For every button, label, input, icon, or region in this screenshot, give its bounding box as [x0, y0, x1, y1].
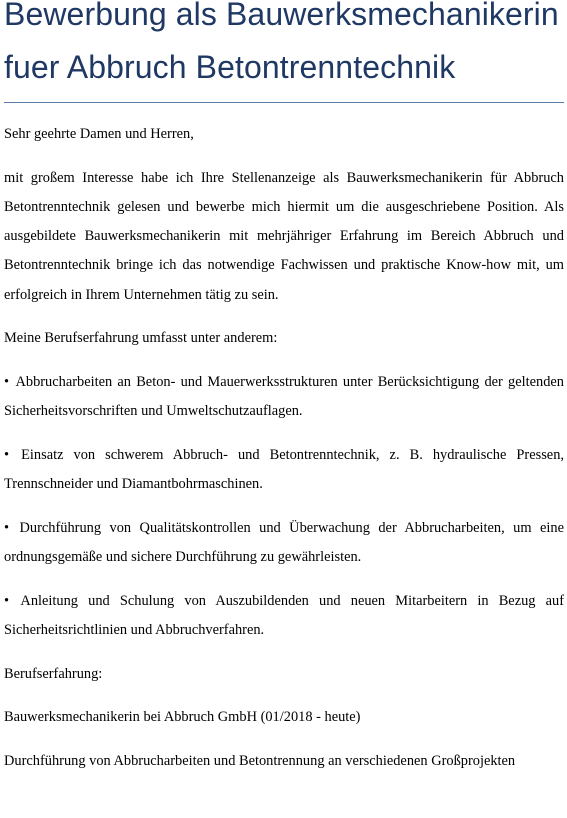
section-heading: Berufserfahrung:: [4, 665, 103, 682]
salutation: Sehr geehrte Damen und Herren,: [4, 126, 194, 142]
bullet-marker: •: [4, 373, 10, 390]
document-title: Bewerbung als Bauwerksmechanikerin fuer Abbruch Betontrenntechnik: [4, 0, 564, 103]
intro-paragraph: mit großem Interesse habe ich Ihre Stellenanzeige als Bauwerksmechanikerin für Abbruch Betontrenntechnik gelesen und bewerbe mich hiermit um die ausgeschriebene Position. Als ausgebildete Bauwerksmechanikerin mit mehrjähriger Erfahrung im Bereich Abbruch und Betontrenntechnik bringe ich das notwendige Fachwissen und praktische Know-how mit, um erfolgreich in Ihrem Unternehmen tätig zu sein.: [4, 169, 564, 303]
bullet-marker: •: [4, 592, 10, 609]
job-title: Bauwerksmechanikerin bei Abbruch GmbH (01/2018 - heute): [4, 709, 361, 726]
bullet-item: [4, 368, 564, 426]
letter-body: [4, 120, 564, 776]
bullet-text: Einsatz von schwerem Abbruch- und Betontrenntechnik, z. B. hydraulische Pressen, Trennschneider und Diamantbohrmaschinen.: [4, 446, 564, 493]
bullet-marker: •: [4, 519, 10, 536]
bullet-item: [4, 441, 564, 499]
bullet-text: Abbrucharbeiten an Beton- und Mauerwerksstrukturen unter Berücksichtigung der geltenden Sicherheitsvorschriften und Umweltschutzauflagen.: [4, 373, 564, 420]
experience-intro: Meine Berufserfahrung umfasst unter anderem:: [4, 330, 278, 347]
bullet-item: [4, 587, 564, 645]
bullet-marker: •: [4, 446, 10, 463]
bullet-item: [4, 514, 564, 572]
bullet-text: Durchführung von Qualitätskontrollen und Überwachung der Abbrucharbeiten, um eine ordnungsgemäße und sichere Durchführung zu gewährleisten.: [4, 519, 564, 565]
bullet-text: Anleitung und Schulung von Auszubildenden und neuen Mitarbeitern in Bezug auf Sicherheitsrichtlinien und Abbruchverfahren.: [4, 592, 565, 638]
job-description: Durchführung von Abbrucharbeiten und Betontrennung an verschiedenen Großprojekten: [4, 752, 516, 769]
